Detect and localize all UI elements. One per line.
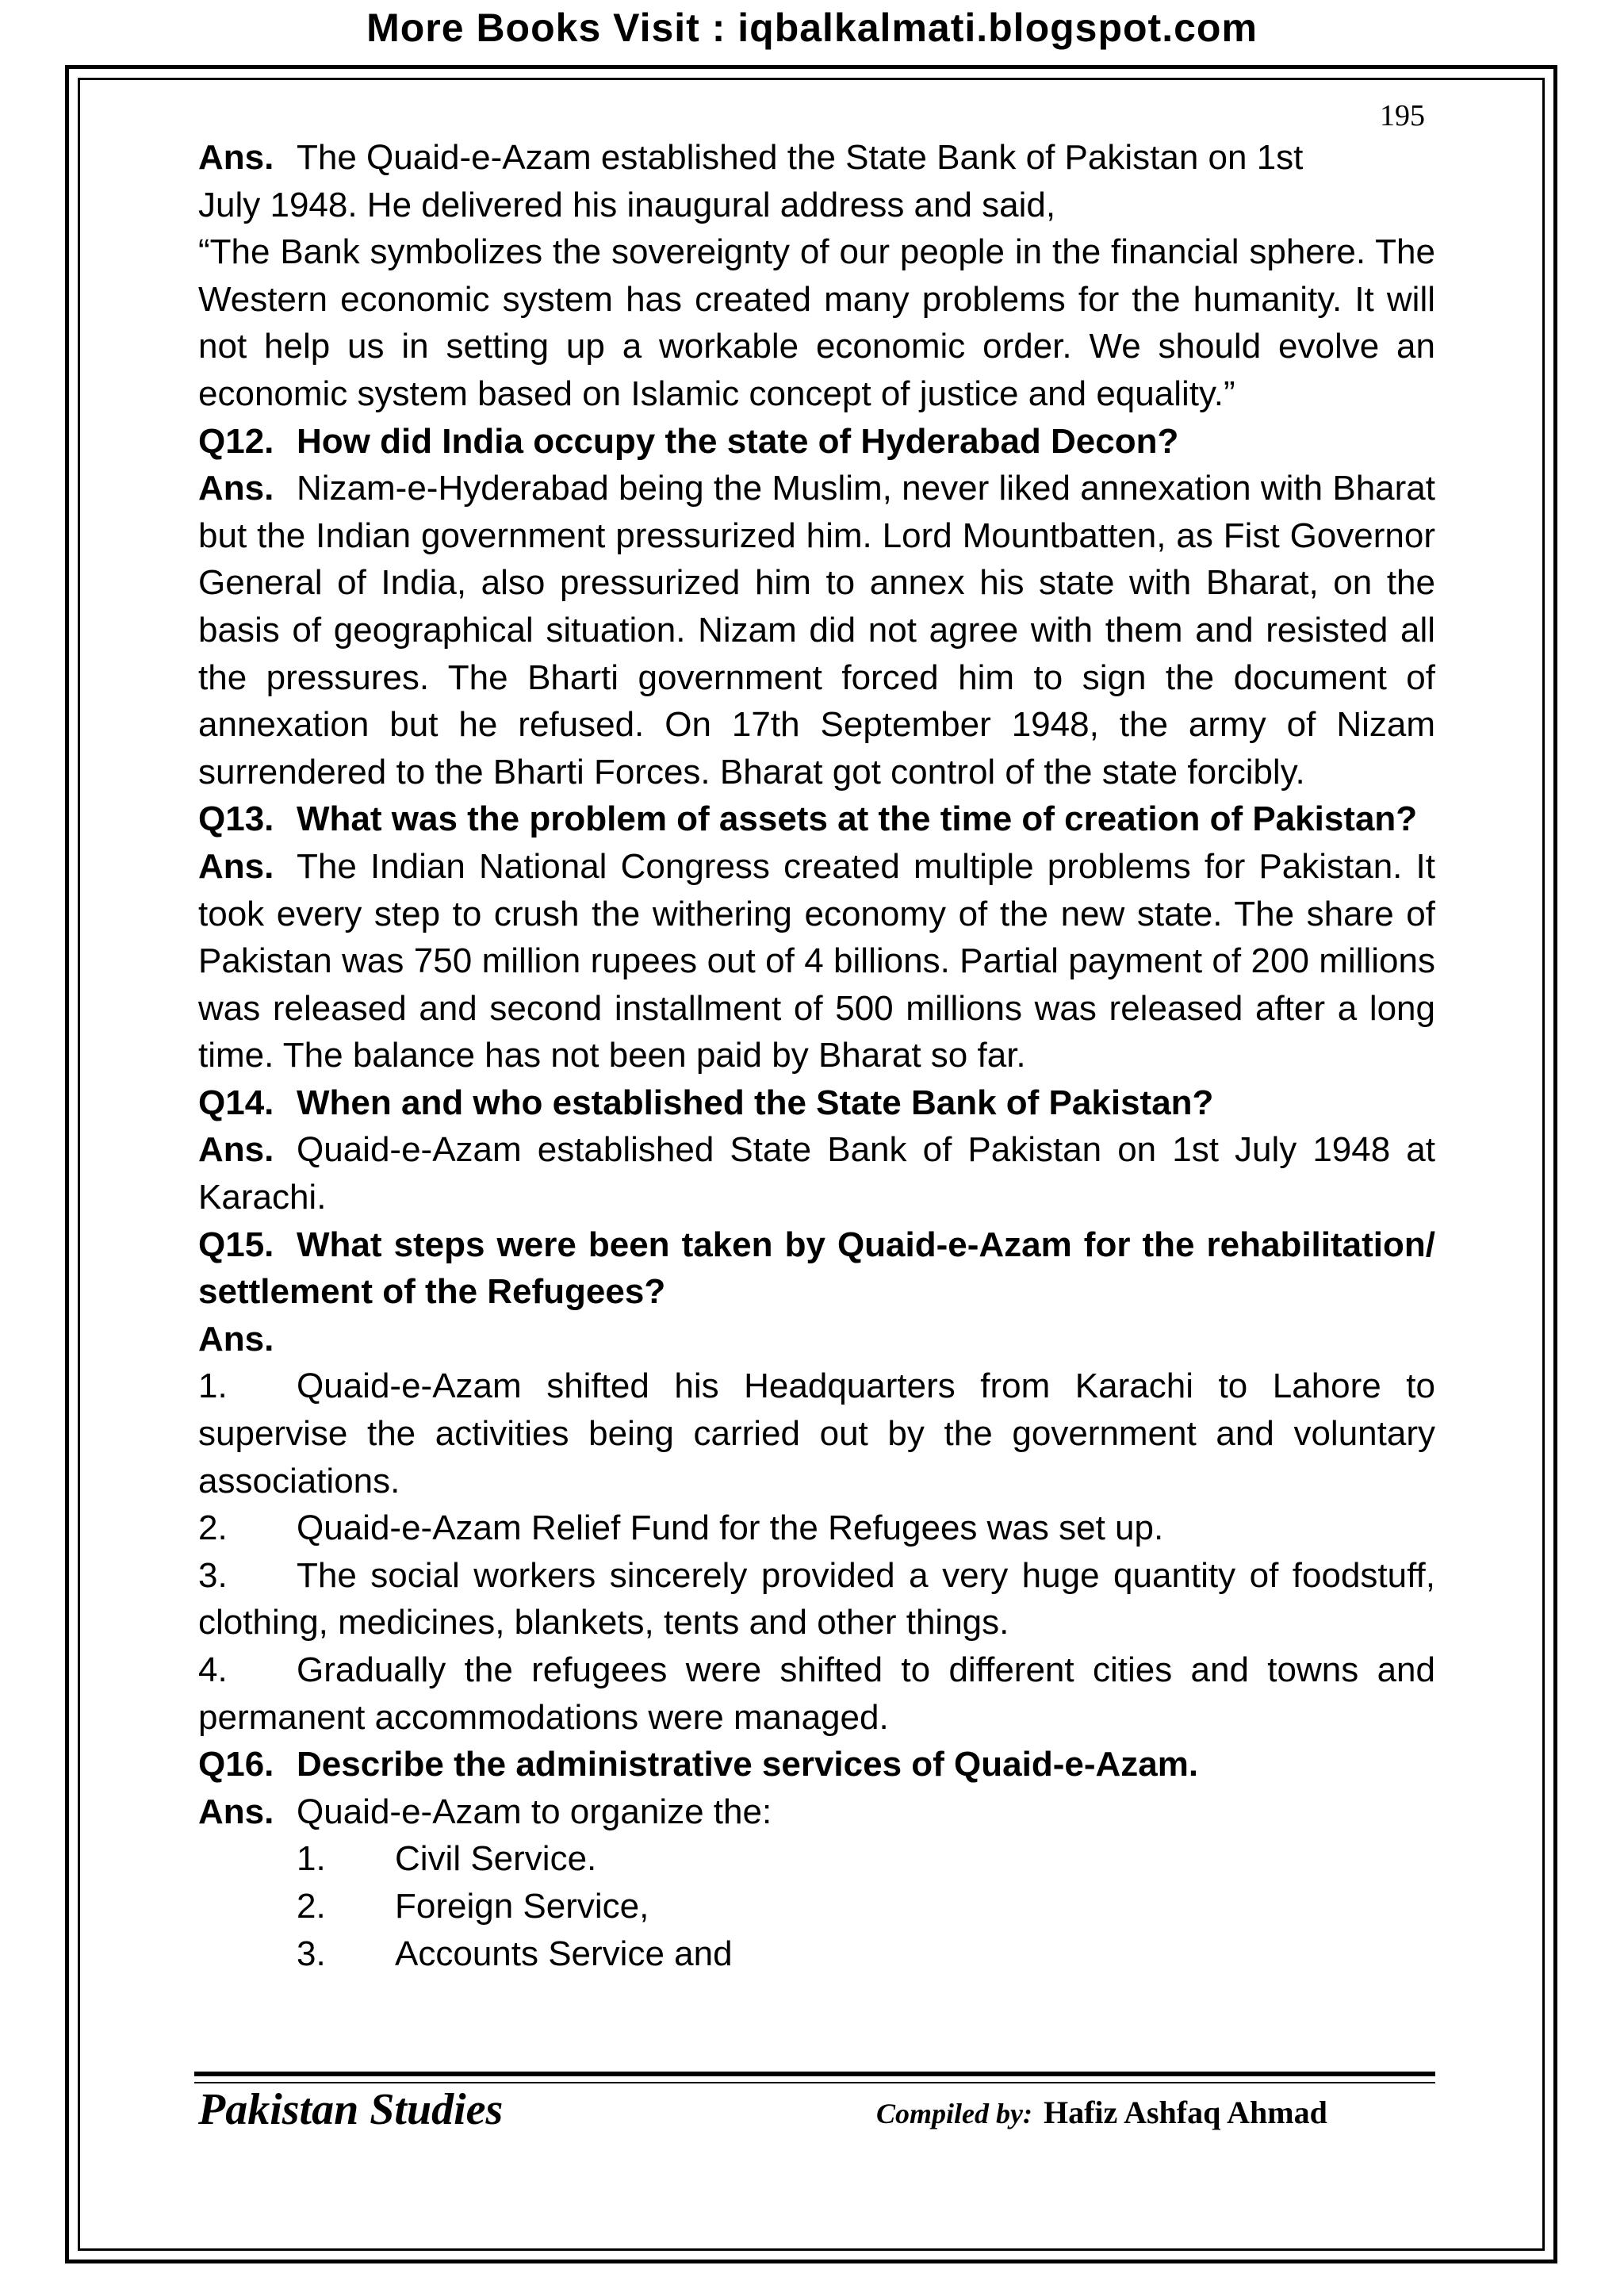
list-item-number: 4.	[198, 1650, 228, 1689]
intro-answer-text: The Quaid-e-Azam established the State Bank of Pakistan on 1st	[297, 138, 1304, 177]
list-item-text: Gradually the refugees were shifted to different cities and towns and permanent accommodations were managed.	[198, 1650, 1435, 1737]
list-item-text: Quaid-e-Azam Relief Fund for the Refugees was set up.	[297, 1508, 1164, 1548]
list-item	[198, 1363, 1435, 1504]
question-label: Q14.	[198, 1083, 274, 1122]
answer-label: Ans.	[198, 138, 274, 177]
question-text: When and who established the State Bank of Pakistan?	[297, 1083, 1214, 1122]
answer-13	[198, 843, 1435, 1079]
answer-label: Ans.	[198, 469, 274, 508]
question-16	[198, 1741, 1435, 1788]
list-item-number: 2.	[297, 1886, 326, 1926]
list-item-text: Civil Service.	[395, 1839, 597, 1879]
list-item-number: 1.	[297, 1839, 326, 1879]
page-content	[198, 134, 1435, 1977]
question-label: Q12.	[198, 421, 274, 461]
book-title: Pakistan Studies	[198, 2085, 504, 2134]
answer-text: Nizam-e-Hyderabad being the Muslim, never liked annexation with Bharat but the Indian government pressurized him. Lord Mountbatten, as Fist Governor General of India, also pressurized him to annex his state with Bharat, on the basis of geographical situation. Nizam did not agree with them and resisted all the pressures. The Bharti government forced him to sign the document of annexation but he refused. On 17th September 1948, the army of Nizam surrendered to the Bharti Forces. Bharat got control of the state forcibly.	[198, 469, 1435, 792]
list-item-number: 3.	[198, 1555, 228, 1595]
answer-text: The Indian National Congress created multiple problems for Pakistan. It took every step to crush the withering economy of the new state. The share of Pakistan was 750 million rupees out of 4 billions. Partial payment of 200 millions was released and second installment of 500 millions was released after a long time. The balance has not been paid by Bharat so far.	[198, 846, 1435, 1075]
answer-label: Ans.	[198, 1792, 274, 1831]
list-item-number: 2.	[198, 1508, 228, 1548]
list-item	[198, 1504, 1435, 1552]
list-item-text: Accounts Service and	[395, 1934, 733, 1973]
answer-text: Quaid-e-Azam established State Bank of Pakistan on 1st July 1948 at Karachi.	[198, 1130, 1435, 1217]
answer-12	[198, 465, 1435, 795]
list-item	[198, 1646, 1435, 1741]
website-banner: More Books Visit : iqbalkalmati.blogspot.com	[366, 6, 1258, 50]
question-text: What was the problem of assets at the time of creation of Pakistan?	[297, 799, 1418, 839]
footer-divider-thick	[194, 2072, 1435, 2076]
answer-14	[198, 1126, 1435, 1221]
list-item	[198, 1835, 1435, 1883]
page-number: 195	[1380, 99, 1425, 132]
question-label: Q13.	[198, 799, 274, 839]
answer-text: Quaid-e-Azam to organize the:	[297, 1792, 772, 1831]
list-item	[198, 1883, 1435, 1930]
question-12	[198, 418, 1435, 466]
answer-16	[198, 1788, 1435, 1836]
list-item-text: Quaid-e-Azam shifted his Headquarters from Karachi to Lahore to supervise the activities being carried out by the government and voluntary associations.	[198, 1366, 1435, 1501]
question-label: Q15.	[198, 1225, 274, 1264]
author-name: Hafiz Ashfaq Ahmad	[1043, 2095, 1327, 2130]
intro-answer-first-line	[198, 134, 1435, 182]
list-item-number: 1.	[198, 1366, 228, 1406]
answer-label: Ans.	[198, 846, 274, 886]
compiler-credit	[876, 2094, 1327, 2131]
question-text: Describe the administrative services of Quaid-e-Azam.	[297, 1745, 1199, 1784]
answer-label: Ans.	[198, 1130, 274, 1170]
list-item-text: Foreign Service,	[395, 1886, 649, 1926]
list-item-text: The social workers sincerely provided a very huge quantity of foodstuff, clothing, medicines, blankets, tents and other things.	[198, 1555, 1435, 1642]
intro-answer-continued: July 1948. He delivered his inaugural address and said,	[198, 185, 1056, 224]
question-label: Q16.	[198, 1745, 274, 1784]
bank-quote: “The Bank symbolizes the sovereignty of our people in the financial sphere. The Western economic system has created many problems for the humanity. It will not help us in setting up a workable economic order. We should evolve an economic system based on Islamic concept of justice and equality.”	[198, 232, 1435, 413]
question-14	[198, 1079, 1435, 1127]
answer-15-label: Ans.	[198, 1319, 274, 1359]
list-item	[198, 1552, 1435, 1646]
question-13	[198, 795, 1435, 843]
question-text: How did India occupy the state of Hyderabad Decon?	[297, 421, 1179, 461]
list-item	[198, 1930, 1435, 1978]
footer-divider-thin	[194, 2082, 1435, 2083]
list-item-number: 3.	[297, 1934, 326, 1973]
question-15	[198, 1221, 1435, 1316]
compiled-by-label: Compiled by:	[876, 2098, 1032, 2129]
question-text: What steps were been taken by Quaid-e-Azam for the rehabilitation/ settlement of the Refugees?	[198, 1225, 1435, 1312]
